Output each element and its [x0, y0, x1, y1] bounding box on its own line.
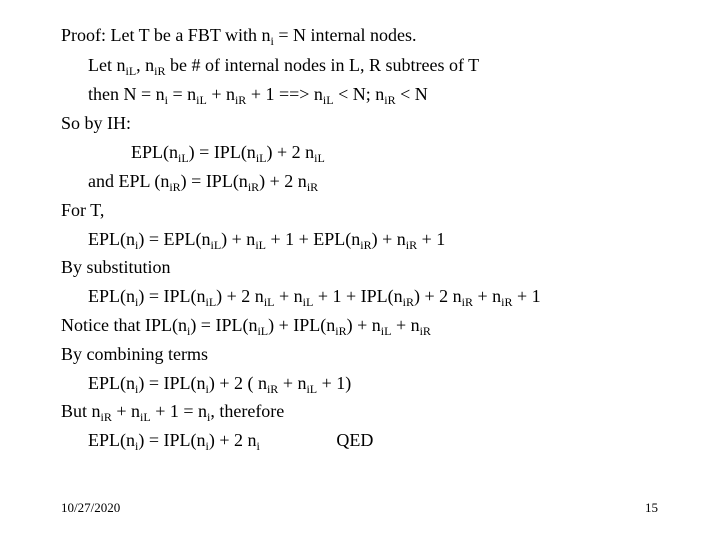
text-run: ) = EPL(n [138, 229, 211, 249]
text-run: ) = IPL(n [138, 373, 206, 393]
subscript: iR [461, 295, 473, 309]
subscript: iL [306, 382, 318, 396]
text-run: EPL(n [131, 142, 178, 162]
subscript: iR [266, 382, 279, 396]
subscript: iL [140, 410, 151, 424]
subscript: iR [306, 180, 319, 194]
proof-line-9 [61, 256, 171, 278]
subscript: iL [255, 151, 267, 165]
proof-line-2 [88, 54, 479, 76]
text-run: So by IH: [61, 113, 132, 133]
text-run: < N [395, 84, 428, 104]
subscript: iL [125, 64, 137, 78]
text-run: + n [278, 373, 307, 393]
text-run: ) + IPL(n [268, 315, 336, 335]
subscript: i [205, 382, 209, 396]
text-run: By substitution [61, 257, 171, 277]
proof-line-8 [88, 228, 445, 250]
text-run: EPL(n [88, 373, 135, 393]
proof-line-15 [88, 429, 373, 451]
text-run: ) = IPL(n [190, 315, 258, 335]
subscript: iR [360, 238, 372, 252]
proof-line-5 [131, 141, 325, 163]
subscript: iL [196, 93, 207, 107]
text-run: ) = IPL(n [138, 430, 206, 450]
text-run: ) + 2 n [413, 286, 462, 306]
subscript: iR [234, 93, 247, 107]
proof-line-7 [61, 199, 104, 221]
text-run: EPL(n [88, 286, 135, 306]
text-run: , n [136, 55, 155, 75]
text-run: ) + 2 n [259, 171, 307, 191]
subscript: i [256, 439, 260, 453]
subscript: i [164, 93, 168, 107]
subscript: iR [100, 410, 112, 424]
subscript: iL [255, 238, 266, 252]
subscript: i [135, 439, 139, 453]
text-run: = N internal nodes. [273, 25, 417, 45]
text-run: Notice that IPL(n [61, 315, 187, 335]
text-run: + 1 + EPL(n [265, 229, 361, 249]
text-run: By combining terms [61, 344, 208, 364]
subscript: iR [402, 295, 414, 309]
subscript: iR [384, 93, 396, 107]
subscript: iR [247, 180, 260, 194]
text-run: and EPL (n [88, 171, 170, 191]
proof-line-3 [88, 83, 428, 105]
subscript: iR [501, 295, 513, 309]
text-run: = n [167, 84, 197, 104]
text-run: then N = n [88, 84, 165, 104]
subscript: i [135, 295, 139, 309]
text-run: For T, [61, 200, 105, 220]
subscript: i [135, 382, 139, 396]
proof-line-14 [61, 400, 284, 422]
proof-line-10 [88, 285, 541, 307]
text-run: , therefore [210, 401, 285, 421]
subscript: iL [322, 93, 334, 107]
subscript: iL [210, 238, 222, 252]
proof-line-4 [61, 112, 131, 134]
text-run: ) + n [221, 229, 256, 249]
subscript: i [207, 410, 211, 424]
subscript: iL [205, 295, 217, 309]
text-run: be # of internal nodes in L, R subtrees of T [165, 55, 480, 75]
text-run: ) + 2 n [216, 286, 264, 306]
subscript: i [186, 324, 191, 338]
footer-page-number: 15 [645, 500, 658, 515]
text-run: Let n [88, 55, 126, 75]
text-run: ) = IPL(n [180, 171, 248, 191]
text-run: + 1 ==> n [246, 84, 323, 104]
subscript: iR [419, 324, 431, 338]
text-run: + 1 + IPL(n [313, 286, 403, 306]
subscript: iL [314, 151, 325, 165]
proof-line-6 [88, 170, 318, 192]
text-run: But n [61, 401, 101, 421]
proof-line-1 [61, 24, 416, 46]
text-run: ) = IPL(n [188, 142, 256, 162]
footer-date: 10/27/2020 [61, 500, 121, 515]
subscript: i [205, 439, 209, 453]
text-run: EPL(n [88, 229, 135, 249]
text-run: < N; n [333, 84, 385, 104]
text-run: + n [472, 286, 502, 306]
proof-line-11 [61, 314, 431, 336]
text-run: + n [206, 84, 235, 104]
proof-line-12 [61, 343, 208, 365]
text-run: ) = IPL(n [138, 286, 206, 306]
text-run: + 1 [512, 286, 541, 306]
text-run: ) + 2 n [208, 430, 257, 450]
text-run: + n [111, 401, 141, 421]
subscript: i [135, 238, 139, 252]
text-run: + 1) [317, 373, 352, 393]
text-run: ) + 2 ( n [208, 373, 267, 393]
text-run: ) + 2 n [266, 142, 315, 162]
subscript: iL [380, 324, 392, 338]
subscript: iR [405, 238, 418, 252]
text-run: + n [391, 315, 420, 335]
subscript: iR [169, 180, 181, 194]
subscript: iR [335, 324, 347, 338]
subscript: iR [154, 64, 166, 78]
proof-line-13 [88, 372, 351, 394]
text-run: ) + n [371, 229, 406, 249]
text-run: + 1 [417, 229, 446, 249]
text-run: EPL(n [88, 430, 135, 450]
subscript: iL [302, 295, 314, 309]
text-run: ) + n [346, 315, 381, 335]
text-run: + 1 = n [150, 401, 207, 421]
subscript: iL [178, 151, 189, 165]
text-run: QED [259, 430, 374, 450]
subscript: iL [263, 295, 275, 309]
subscript: iL [257, 324, 269, 338]
text-run: + n [274, 286, 303, 306]
text-run: Proof: Let T be a FBT with n [61, 25, 271, 45]
subscript: i [270, 34, 274, 48]
